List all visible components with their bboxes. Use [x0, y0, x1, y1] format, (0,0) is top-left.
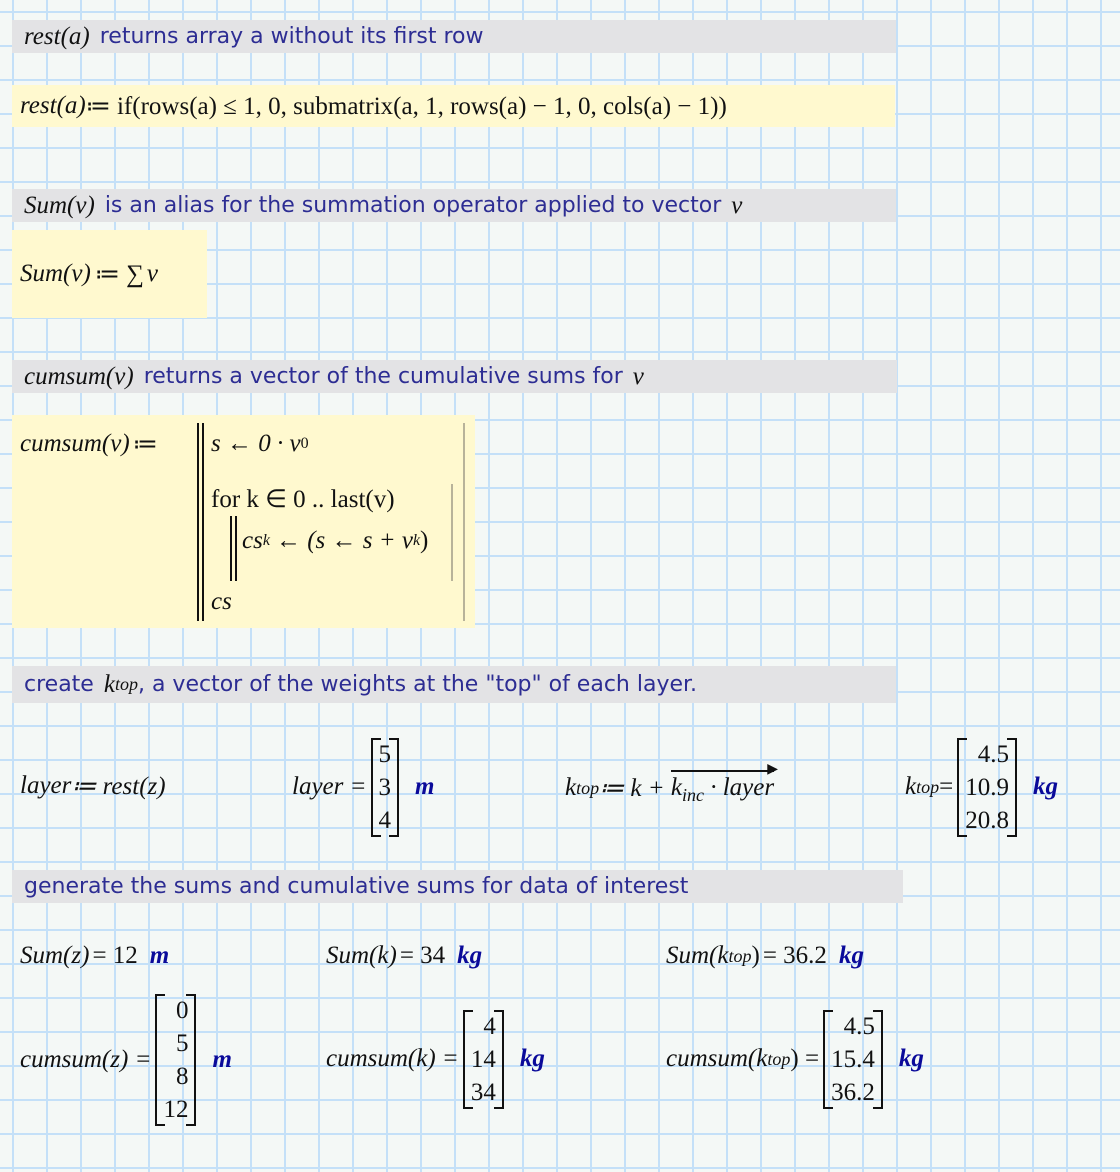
program-line-4[interactable]: [211, 584, 232, 620]
matrix-cell: 20.8: [965, 806, 1009, 834]
prog-text: ← (s ← s + v: [275, 527, 413, 554]
rest-rhs: ≔ if(rows(a) ≤ 1, 0, submatrix(a, 1, rows(a) − 1, 0, cols(a) − 1)): [85, 93, 727, 120]
prog-text: ): [420, 527, 429, 554]
result-matrix: [823, 1010, 883, 1109]
matrix-cell: 8: [175, 1063, 189, 1090]
var: k: [905, 773, 917, 800]
unit: m: [415, 773, 435, 800]
subscript: inc: [681, 785, 704, 805]
comment-text: returns array a without its first row: [99, 24, 484, 49]
comment-text: returns a vector of the cumulative sums for: [143, 364, 623, 389]
paren: ): [751, 942, 760, 969]
layer-definition[interactable]: [20, 768, 166, 804]
sum-ktop[interactable]: [666, 938, 864, 974]
subscript: k: [262, 532, 270, 549]
var: · layer: [710, 774, 775, 801]
unit: kg: [1032, 773, 1058, 800]
sum-rhs: ≔ ∑: [94, 261, 144, 288]
subscript: 0: [300, 435, 309, 452]
layer-evaluation[interactable]: [292, 736, 434, 838]
loop-bar: [235, 516, 237, 581]
matrix-cell: 4.5: [843, 1012, 875, 1040]
subscript: top: [576, 777, 600, 798]
program-line-3[interactable]: [242, 523, 428, 559]
subscript: k: [412, 532, 421, 549]
unit: kg: [457, 942, 483, 969]
result: = 36.2: [762, 942, 827, 969]
lhs: layer =: [292, 773, 367, 800]
comment-cumsum: [12, 360, 897, 393]
comment-math: rest(a): [24, 22, 90, 50]
prog-text: s ← 0 · v: [211, 430, 301, 457]
unit: kg: [898, 1045, 924, 1072]
matrix-cell: 5: [378, 740, 391, 768]
var: layer: [20, 772, 72, 799]
rest-lhs: rest(a): [20, 92, 86, 119]
matrix-cell: 5: [175, 1030, 189, 1057]
matrix-cell: 15.4: [831, 1045, 875, 1073]
rhs: ≔ k +: [599, 775, 671, 802]
result-matrix: [155, 994, 196, 1126]
subscript: top: [767, 1048, 791, 1069]
rest-definition[interactable]: [20, 88, 727, 124]
lhs: cumsum(k: [666, 1045, 768, 1072]
sum-k[interactable]: [326, 938, 482, 974]
lhs: Sum(z): [20, 942, 90, 969]
var: k: [670, 774, 682, 801]
matrix-cell: 12: [163, 1096, 189, 1123]
rhs: ≔ rest(z): [71, 773, 166, 800]
cumsum-z[interactable]: [20, 993, 232, 1127]
placeholder-bar: [451, 484, 453, 581]
unit: m: [149, 942, 170, 969]
cumsum-lhs: [20, 426, 158, 462]
comment-math: Sum(v): [24, 191, 95, 219]
program-line-1[interactable]: [211, 426, 309, 462]
comment-math: cumsum(v): [24, 362, 134, 390]
subscript: top: [114, 674, 138, 694]
program-bar: [202, 423, 204, 621]
subscript: top: [916, 776, 940, 797]
matrix-cell: 0: [175, 997, 189, 1024]
comment-text: , a vector of the weights at the "top" of each layer.: [137, 672, 698, 697]
lhs: Sum(k): [326, 942, 397, 969]
matrix-cell: 4: [378, 806, 391, 834]
sum-z[interactable]: [20, 938, 169, 974]
comment-text: is an alias for the summation operator applied to vector: [104, 193, 722, 218]
sum-lhs: Sum(v): [20, 260, 91, 287]
result: = 34: [399, 942, 446, 969]
comment-text: create: [24, 672, 94, 697]
assign-op: ≔: [132, 431, 158, 458]
comment-var: v: [632, 362, 644, 390]
var: k: [565, 774, 577, 801]
comment-var: v: [731, 191, 743, 219]
unit: m: [212, 1046, 232, 1073]
lhs: cumsum(z) =: [20, 1046, 152, 1073]
placeholder-bar: [463, 423, 465, 621]
loop-bar: [230, 516, 232, 581]
result-matrix: [371, 738, 400, 837]
program-line-2[interactable]: [211, 481, 395, 517]
comment-text: generate the sums and cumulative sums for data of interest: [24, 874, 689, 899]
prog-text: cs: [211, 588, 232, 615]
sum-definition[interactable]: [20, 256, 158, 292]
paren: ) =: [790, 1045, 820, 1072]
cumsum-k[interactable]: [326, 1008, 545, 1110]
matrix-cell: 36.2: [831, 1078, 875, 1106]
result: = 12: [92, 942, 138, 969]
equals: =: [939, 773, 954, 800]
matrix-cell: 3: [378, 773, 391, 801]
comment-rest: [12, 20, 896, 53]
matrix-cell: 34: [470, 1078, 496, 1106]
result-matrix: [463, 1010, 504, 1109]
matrix-cell: 10.9: [965, 773, 1009, 801]
unit: kg: [838, 942, 864, 969]
subscript: top: [728, 945, 752, 966]
comment-sums: [12, 870, 903, 903]
program-bar: [197, 423, 199, 621]
cumsum-name: cumsum(v): [20, 430, 130, 457]
lhs: Sum(k: [666, 942, 729, 969]
arrow-icon: ▶: [767, 762, 779, 777]
matrix-cell: 4.5: [977, 740, 1009, 768]
matrix-cell: 4: [483, 1012, 496, 1040]
comment-sum: [12, 189, 896, 222]
prog-text: for k ∈ 0 .. last(v): [211, 486, 395, 513]
ktop-definition[interactable]: [565, 762, 779, 808]
vectorize-operator: [670, 762, 779, 806]
result-matrix: [957, 738, 1017, 837]
prog-text: cs: [242, 527, 263, 554]
lhs: cumsum(k) =: [326, 1045, 459, 1072]
cumsum-ktop[interactable]: [666, 1008, 924, 1110]
ktop-evaluation[interactable]: [905, 736, 1058, 838]
comment-math: k: [103, 670, 115, 698]
sum-var: v: [146, 260, 158, 287]
matrix-cell: 14: [470, 1045, 496, 1073]
comment-ktop: [12, 666, 896, 703]
unit: kg: [519, 1045, 545, 1072]
